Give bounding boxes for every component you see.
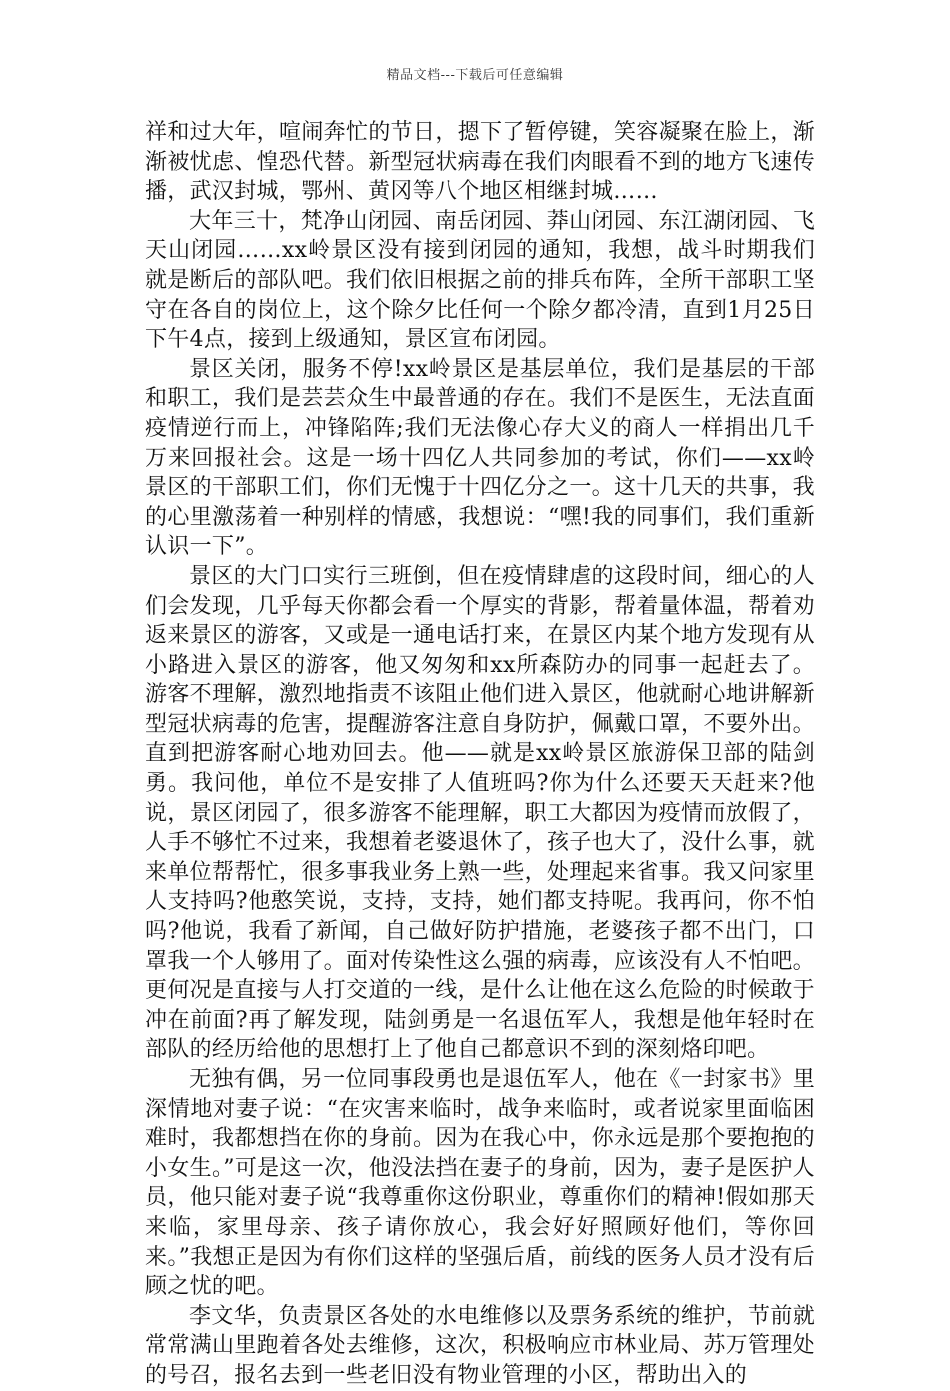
- document-body: [145, 118, 815, 1391]
- paragraph: 李文华，负责景区各处的水电维修以及票务系统的维护，节前就常常满山里跑着各处去维修，这次，积极响应市林业局、苏万管理处的号召，报名去到一些老旧没有物业管理的小区，帮助出入的: [145, 1303, 815, 1388]
- paragraph: 祥和过大年，喧闹奔忙的节日，摁下了暂停键，笑容凝聚在脸上，渐渐被忧虑、惶恐代替。新型冠状病毒在我们肉眼看不到的地方飞速传播，武汉封城，鄂州、黄冈等八个地区相继封城……: [145, 120, 815, 205]
- paragraph: 无独有偶，另一位同事段勇也是退伍军人，他在《一封家书》里深情地对妻子说：“在灾害来临时，战争来临时，或者说家里面临困难时，我都想挡在你的身前。因为在我心中，你永远是那个要抱抱的小女生。”可是这一次，他没法挡在妻子的身前，因为，妻子是医护人员，他只能对妻子说“我尊重你这份职业，尊重你们的精神!假如那天来临，家里母亲、孩子请你放心，我会好好照顾好他们，等你回来。”我想正是因为有你们这样的坚强后盾，前线的医务人员才没有后顾之忧的吧。: [145, 1067, 815, 1300]
- paragraph: 大年三十，梵净山闭园、南岳闭园、莽山闭园、东江湖闭园、飞天山闭园……xx岭景区没有接到闭园的通知，我想，战斗时期我们就是断后的部队吧。我们依旧根据之前的排兵布阵，全所干部职工坚守在各自的岗位上，这个除夕比任何一个除夕都冷清，直到1月25日下午4点，接到上级通知，景区宣布闭园。: [145, 208, 815, 353]
- paragraph: 景区的大门口实行三班倒，但在疫情肆虐的这段时间，细心的人们会发现，几乎每天你都会看一个厚实的背影，帮着量体温，帮着劝返来景区的游客，又或是一通电话打来，在景区内某个地方发现有从小路进入景区的游客，他又匆匆和xx所森防办的同事一起赶去了。游客不理解，激烈地指责不该阻止他们进入景区，他就耐心地讲解新型冠状病毒的危害，提醒游客注意自身防护，佩戴口罩，不要外出。直到把游客耐心地劝回去。他——就是xx岭景区旅游保卫部的陆剑勇。我问他，单位不是安排了人值班吗?你为什么还要天天赶来?他说，景区闭园了，很多游客不能理解，职工大都因为疫情而放假了，人手不够忙不过来，我想着老婆退休了，孩子也大了，没什么事，就来单位帮帮忙，很多事我业务上熟一些，处理起来省事。我又问家里人支持吗?他憨笑说，支持，支持，她们都支持呢。我再问，你不怕吗?他说，我看了新闻，自己做好防护措施，老婆孩子都不出门，口罩我一个人够用了。面对传染性这么强的病毒，应该没有人不怕吧。更何况是直接与人打交道的一线，是什么让他在这么危险的时候敢于冲在前面?再了解发现，陆剑勇是一名退伍军人，我想是他年轻时在部队的经历给他的思想打上了他自己都意识不到的深刻烙印吧。: [145, 563, 815, 1063]
- page-header: 精品文档---下载后可任意编辑: [386, 68, 564, 83]
- paragraph: 景区关闭，服务不停!xx岭景区是基层单位，我们是基层的干部和职工，我们是芸芸众生中最普通的存在。我们不是医生，无法直面疫情逆行而上，冲锋陷阵;我们无法像心存大义的商人一样捐出几千万来回报社会。这是一场十四亿人共同参加的考试，你们——xx岭景区的干部职工们，你们无愧于十四亿分之一。这十几天的共事，我的心里激荡着一种别样的情感，我想说：“嘿!我的同事们，我们重新认识一下”。: [145, 356, 815, 560]
